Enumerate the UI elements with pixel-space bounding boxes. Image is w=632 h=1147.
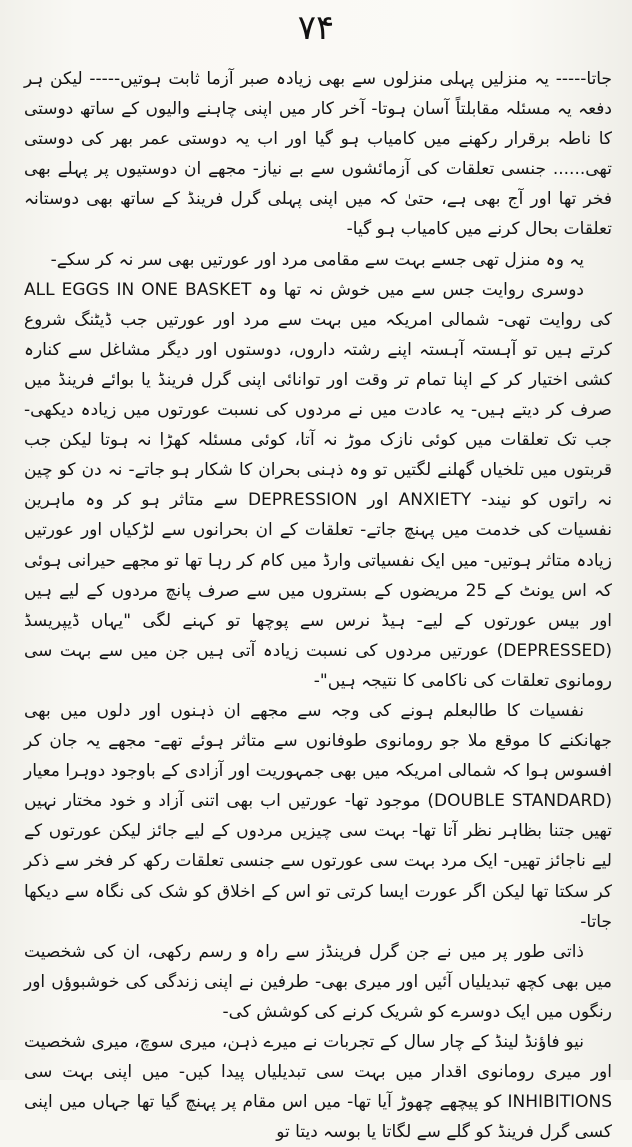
paragraph-6: نیو فاؤنڈ لینڈ کے چار سال کے تجربات نے میرے ذہن، میری سوچ، میری شخصیت اور میری رومانوی اقدار میں بہت سی تبدیلیاں پیدا کیں- میں اپنی بہت سی INHIBITIONS کو پیچھے چھوڑ آیا تھا- میں اس مقام پر پہنچ گیا تھا جہاں میں اپنی کسی گرل فرینڈ کو گلے سے لگاتا یا بوسہ دیتا تو: [24, 1032, 612, 1143]
paragraph-2: یہ وہ منزل تھی جسے بہت سے مقامی مرد اور عورتیں بھی سر نہ کر سکے-: [50, 249, 584, 270]
paragraph-3: دوسری روایت جس سے میں خوش نہ تھا وہ ALL EGGS IN ONE BASKET کی روایت تھی- شمالی امریکہ میں بہت سے مرد اور عورتیں جب ڈیٹنگ شروع کرتے ہیں تو آہستہ آہستہ اپنے رشتہ داروں، دوستوں اور دیگر مشاغل سے کنارہ کشی اختیار کر کے اپنا تمام تر وقت اور توانائی اپنی گرل فرینڈ یا بوائے فرینڈ میں صرف کر دیتے ہیں- یہ عادت میں نے مردوں کی نسبت عورتوں میں زیادہ دیکھی- جب تک تعلقات میں کوئی نازک موڑ نہ آتا، کوئی مسئلہ کھڑا نہ ہوتا لیکن جب قربتوں میں تلخیاں گھلنے لگتیں تو وہ ذہنی بحران کا شکار ہو جاتے- نہ دن کو چین نہ راتوں کو نیند- ANXIETY اور DEPRESSION سے متاثر ہو کر وہ ماہرین نفسیات کی خدمت میں پہنچ جاتے- تعلقات کے ان بحرانوں سے لڑکیاں اور عورتیں زیادہ متاثر ہوتیں- میں ایک نفسیاتی وارڈ میں کام کر رہا تھا تو مجھے حیرانی ہوئی کہ اس یونٹ کے 25 مریضوں کے بستروں میں سے صرف پانچ مردوں کے لیے ہیں اور بیس عورتوں کے لیے- ہیڈ نرس سے پوچھا تو کہنے لگی "یہاں ڈیپریسڈ (DEPRESSED) عورتیں مردوں کی نسبت زیادہ آتی ہیں جن میں سے بہت سی رومانوی تعلقات کی ناکامی کا نتیجہ ہیں"-: [24, 279, 612, 691]
body-text: [24, 64, 612, 1143]
paragraph-5: ذاتی طور پر میں نے جن گرل فرینڈز سے راہ و رسم رکھی، ان کی شخصیت میں بھی کچھ تبدیلیاں آئیں اور میری بھی- طرفین نے اپنی زندگی کی خوشبوؤں اور رنگوں میں ایک دوسرے کو شریک کرنے کی کوشش کی-: [24, 941, 612, 1022]
paragraph-1: جاتا----- یہ منزلیں پہلی منزلوں سے بھی زیادہ صبر آزما ثابت ہوتیں----- لیکن ہر دفعہ یہ مسئلہ مقابلتاً آسان ہوتا- آخر کار میں اپنی چاہنے والیوں کے ساتھ دوستی کا ناطہ برقرار رکھنے میں کامیاب ہو گیا اور اب یہ دوستی عمر بھر کی دوستی تھی...... جنسی تعلقات کی آزمائشوں سے بے نیاز- مجھے ان دوستیوں پر پہلے بھی فخر تھا اور آج بھی ہے، حتیٰ کہ میں اپنی پہلی گرل فرینڈ کے ساتھ بھی دوستانہ تعلقات بحال کرنے میں کامیاب ہو گیا-: [24, 69, 612, 240]
paragraph-4: نفسیات کا طالبعلم ہونے کی وجہ سے مجھے ان ذہنوں اور دلوں میں بھی جھانکنے کا موقع ملا جو رومانوی طوفانوں سے متاثر ہوئے تھے- مجھے یہ جان کر افسوس ہوا کہ شمالی امریکہ میں بھی جمہوریت اور آزادی کے باوجود دوہرا معیار (DOUBLE STANDARD) موجود تھا- عورتیں اب بھی اتنی آزاد و خود مختار نہیں تھیں جتنا بظاہر نظر آتا تھا- بہت سی چیزیں مردوں کے لیے جائز لیکن عورتوں کے لیے ناجائز تھیں- ایک مرد بہت سی عورتوں سے جنسی تعلقات رکھ کر فخر سے ذکر کر سکتا تھا لیکن اگر عورت ایسا کرتی تو اس کے اخلاق کو شک کی نگاہ سے دیکھا جاتا-: [24, 700, 612, 932]
page-number: ۷۴: [297, 8, 335, 48]
